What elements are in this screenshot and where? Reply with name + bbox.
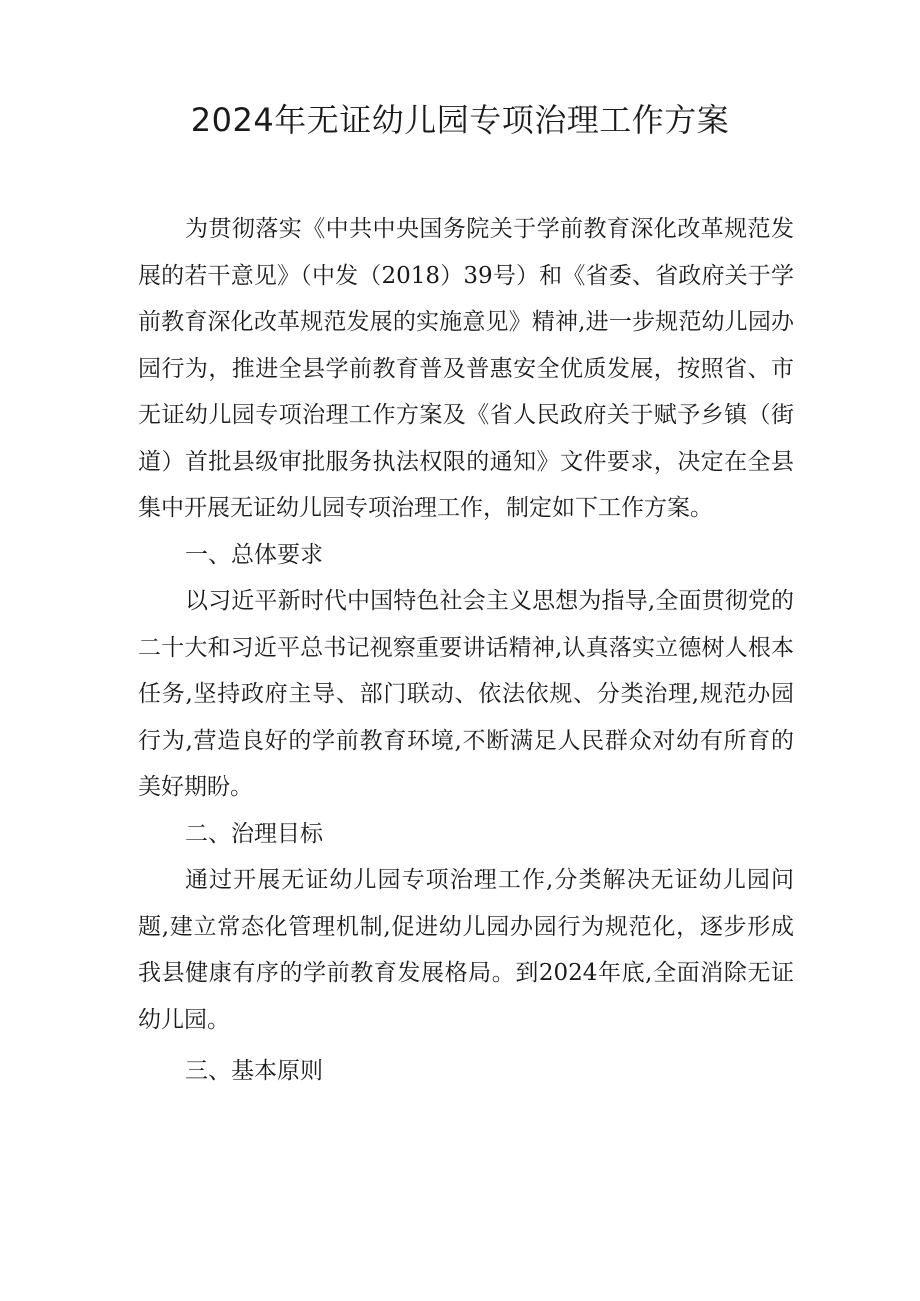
section-heading-basic-principles: 三、基本原则 [185, 1058, 323, 1084]
section-text-general-requirements: 以习近平新时代中国特色社会主义思想为指导,全面贯彻党的二十大和习近平总书记视察重要讲话精神,认真落实立德树人根本任务,坚持政府主导、部门联动、依法依规、分类治理,规范办园行为,营造良好的学前教育环境,不断满足人民群众对幼有所育的美好期盼。 [138, 588, 794, 800]
document-title: 2024年无证幼儿园专项治理工作方案 [190, 101, 730, 139]
section-heading-general-requirements: 一、总体要求 [185, 541, 323, 568]
section-text-governance-goals: 通过开展无证幼儿园专项治理工作,分类解决无证幼儿园问题,建立常态化管理机制,促进幼儿园办园行为规范化，逐步形成我县健康有序的学前教育发展格局。到2024年底,全面消除无证幼儿园。 [138, 867, 794, 1033]
document-body [138, 206, 794, 1095]
section-heading-governance-goals: 二、治理目标 [185, 820, 323, 847]
intro-paragraph: 为贯彻落实《中共中央国务院关于学前教育深化改革规范发展的若干意见》（中发（2018）39号）和《省委、省政府关于学前教育深化改革规范发展的实施意见》精神,进一步规范幼儿园办园行为，推进全县学前教育普及普惠安全优质发展，按照省、市无证幼儿园专项治理工作方案及《省人民政府关于赋予乡镇（街道）首批县级审批服务执法权限的通知》文件要求，决定在全县集中开展无证幼儿园专项治理工作，制定如下工作方案。 [138, 216, 794, 521]
